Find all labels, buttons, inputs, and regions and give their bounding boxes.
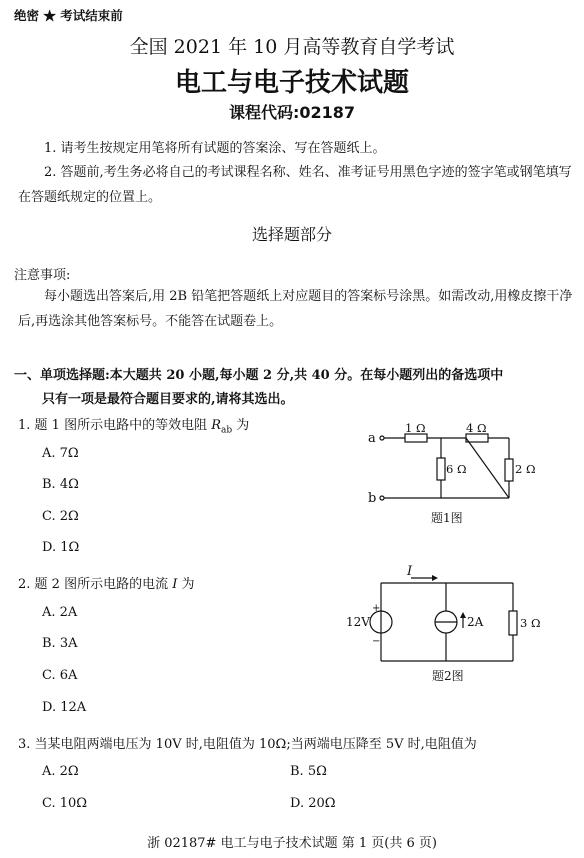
course-code: 课程代码:02187 — [228, 103, 356, 122]
confidential-mark: 绝密 ★ 考试结束前 — [14, 8, 123, 23]
instruction-2: 2. 答题前,考生务必将自己的考试课程名称、姓名、准考证号用黑色字迹的签字笔或钢笔填写在答题纸规定的位置上。 — [18, 165, 572, 205]
figure-2-caption: 题2图 — [432, 669, 464, 683]
q3-option-d: D. 20Ω — [290, 796, 336, 811]
q1-option-c: C. 2Ω — [42, 509, 79, 524]
r1-label: 1 Ω — [405, 421, 426, 435]
q2-option-a: A. 2A — [42, 605, 78, 620]
notice-label: 注意事项: — [14, 268, 71, 283]
page-footer: 浙 02187# 电工与电子技术试题 第 1 页(共 6 页) — [147, 836, 437, 851]
resistor-3ohm-label: 3 Ω — [520, 616, 541, 630]
r3-label: 6 Ω — [446, 462, 467, 476]
section-title: 选择题部分 — [251, 225, 332, 244]
part1-heading: 一、单项选择题:本大题共 20 小题,每小题 2 分,共 40 分。在每小题列出的备选项中 — [14, 368, 504, 383]
node-a-label: a — [368, 431, 376, 446]
r2-label: 4 Ω — [466, 421, 487, 435]
q3-option-b: B. 5Ω — [290, 764, 327, 779]
q1-option-a: A. 7Ω — [42, 446, 79, 461]
instruction-1: 1. 请考生按规定用笔将所有试题的答案涂、写在答题纸上。 — [44, 141, 386, 156]
resistor-3ohm — [509, 611, 517, 635]
q1-option-b: B. 4Ω — [42, 477, 79, 492]
voltage-label: 12V — [346, 615, 370, 629]
node-b-label: b — [368, 491, 377, 506]
q3-option-c: C. 10Ω — [42, 796, 88, 811]
source-current-label: 2A — [467, 615, 484, 629]
question-1-stem: 1. 题 1 图所示电路中的等效电阻 $R_{ab}$ 为 — [18, 418, 250, 436]
q3-option-a: A. 2Ω — [42, 764, 79, 779]
plus-sign: + — [372, 603, 381, 614]
part1-heading-cont: 只有一项是最符合题目要求的,请将其选出。 — [42, 392, 294, 407]
q2-option-b: B. 3A — [42, 636, 78, 651]
q2-option-c: C. 6A — [42, 668, 78, 683]
current-i-label: I — [407, 564, 413, 579]
question-3-stem: 3. 当某电阻两端电压为 10V 时,电阻值为 10Ω;当两端电压降至 5V 时,电阻值为 — [18, 737, 477, 752]
q2-option-d: D. 12A — [42, 700, 87, 715]
exam-title: 全国 2021 年 10 月高等教育自学考试 — [129, 36, 455, 58]
minus-sign: − — [372, 636, 381, 647]
q1-option-d: D. 1Ω — [42, 540, 80, 555]
question-2-stem: 2. 题 2 图所示电路的电流 I 为 — [18, 577, 195, 592]
figure-1-caption: 题1图 — [431, 511, 463, 525]
notice-text: 每小题选出答案后,用 2B 铅笔把答题纸上对应题目的答案标号涂黑。如需改动,用橡皮擦干净后,再选涂其他答案标号。不能答在试题卷上。 — [18, 289, 573, 329]
subject-title: 电工与电子技术试题 — [174, 68, 409, 98]
r4-label: 2 Ω — [515, 462, 536, 476]
